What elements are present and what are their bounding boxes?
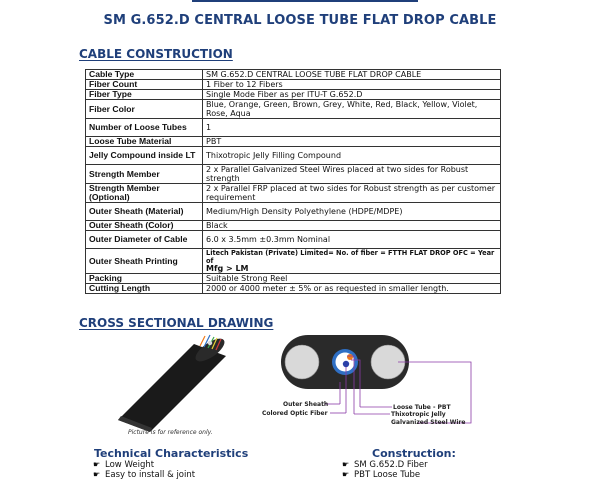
reference-note: Picture is for reference only. [128, 429, 213, 436]
spec-value: 2000 or 4000 meter ± 5% or as requested in smaller length. [203, 284, 501, 294]
table-row [86, 274, 501, 284]
construction-list [342, 460, 428, 480]
spec-key: Cutting Length [86, 284, 203, 294]
table-row [86, 119, 501, 137]
table-row [86, 221, 501, 231]
spec-value: 6.0 x 3.5mm ±0.3mm Nominal [203, 231, 501, 249]
table-row [86, 284, 501, 294]
spec-key: Loose Tube Material [86, 137, 203, 147]
section-heading-construction: CABLE CONSTRUCTION [79, 47, 233, 61]
section-heading-drawing: CROSS SECTIONAL DRAWING [79, 316, 274, 330]
spec-key: Outer Sheath (Color) [86, 221, 203, 231]
table-row [86, 80, 501, 90]
cable-photo [118, 335, 228, 432]
hand-pointer-icon: ☛ [342, 470, 350, 479]
spec-key: Strength Member [86, 165, 203, 184]
table-row [86, 203, 501, 221]
spec-key: Outer Sheath (Material) [86, 203, 203, 221]
list-item: ☛ PBT Loose Tube [342, 470, 421, 480]
spec-value: Black [203, 221, 501, 231]
hand-pointer-icon: ☛ [342, 460, 350, 469]
spec-value-line: Mfg > LM [206, 264, 249, 273]
table-row [86, 147, 501, 165]
spec-value: SM G.652.D CENTRAL LOOSE TUBE FLAT DROP CABLE [203, 70, 501, 80]
spec-value: PBT [203, 137, 501, 147]
spec-value: Blue, Orange, Green, Brown, Grey, White, Red, Black, Yellow, Violet, Rose, Aqua [203, 100, 501, 119]
spec-value: 2 x Parallel Galvanized Steel Wires placed at two sides for Robust strength [203, 165, 501, 184]
spec-key: Fiber Type [86, 90, 203, 100]
spec-key: Outer Diameter of Cable [86, 231, 203, 249]
list-item: ☛ Easy to install & joint [93, 470, 196, 480]
table-row [86, 100, 501, 119]
spec-value [203, 249, 501, 274]
table-row [86, 249, 501, 274]
spec-value: 1 Fiber to 12 Fibers [203, 80, 501, 90]
spec-key: Packing [86, 274, 203, 284]
spec-value: Medium/High Density Polyethylene (HDPE/MDPE) [203, 203, 501, 221]
spec-key: Cable Type [86, 70, 203, 80]
label-jelly: Thixotropic Jelly [391, 411, 446, 418]
hand-pointer-icon: ☛ [93, 470, 101, 479]
list-item: ☛ SM G.652.D Fiber [342, 460, 428, 470]
spec-table [85, 69, 501, 294]
table-row [86, 70, 501, 80]
construction-heading: Construction: [372, 447, 456, 460]
spec-key: Fiber Color [86, 100, 203, 119]
table-row [86, 137, 501, 147]
spec-key: Strength Member (Optional) [86, 184, 203, 203]
technical-list [93, 460, 195, 480]
label-loose-tube: Loose Tube - PBT [393, 404, 451, 411]
cross-section-drawing [0, 330, 600, 440]
label-outer-sheath: Outer Sheath [283, 401, 329, 408]
spec-value: Single Mode Fiber as per ITU-T G.652.D [203, 90, 501, 100]
spec-value-line: Litech Pakistan (Private) Limited= No. of fiber = FTTH FLAT DROP OFC = Year of [206, 249, 495, 265]
table-row [86, 184, 501, 203]
spec-key: Jelly Compound inside LT [86, 147, 203, 165]
spec-value: Suitable Strong Reel [203, 274, 501, 284]
spec-value: 2 x Parallel FRP placed at two sides for Robust strength as per customer requirement [203, 184, 501, 203]
spec-key: Outer Sheath Printing [86, 249, 203, 274]
page-title: SM G.652.D CENTRAL LOOSE TUBE FLAT DROP CABLE [103, 13, 497, 28]
table-row [86, 165, 501, 184]
label-colored-fiber: Colored Optic Fiber [262, 410, 328, 417]
spec-value: 1 [203, 119, 501, 137]
technical-heading: Technical Characteristics [94, 447, 249, 460]
table-row [86, 231, 501, 249]
label-steel-wire: Galvanized Steel Wire [391, 419, 466, 426]
top-rule [192, 0, 418, 2]
spec-key: Fiber Count [86, 80, 203, 90]
table-row [86, 90, 501, 100]
hand-pointer-icon: ☛ [93, 460, 101, 469]
list-item: ☛ Low Weight [93, 460, 155, 470]
spec-key: Number of Loose Tubes [86, 119, 203, 137]
spec-value: Thixotropic Jelly Filling Compound [203, 147, 501, 165]
